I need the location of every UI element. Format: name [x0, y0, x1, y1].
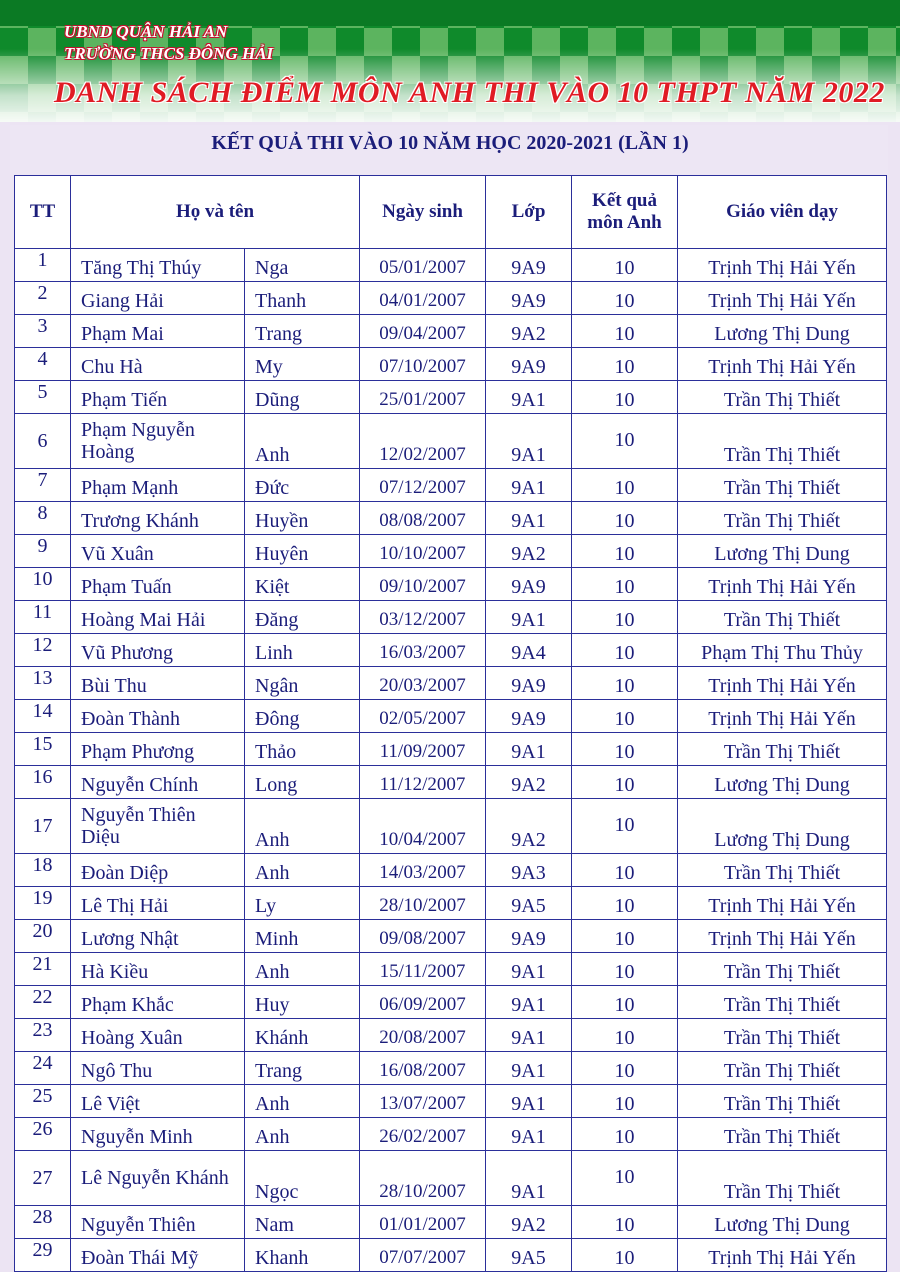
class-name: 9A9 — [486, 700, 572, 733]
class-name: 9A1 — [486, 953, 572, 986]
row-number: 3 — [15, 315, 71, 348]
english-score: 10 — [572, 1052, 678, 1085]
last-middle-name: Ngô Thu — [71, 1052, 245, 1085]
english-score: 10 — [572, 348, 678, 381]
table-row — [15, 667, 887, 700]
table-row — [15, 799, 887, 854]
first-name: Huyên — [245, 535, 360, 568]
last-middle-name: Lê Nguyễn Khánh — [71, 1151, 245, 1206]
class-name: 9A1 — [486, 1118, 572, 1151]
birth-date: 12/02/2007 — [360, 414, 486, 469]
first-name: Anh — [245, 414, 360, 469]
page-title: DANH SÁCH ĐIỂM MÔN ANH THI VÀO 10 THPT NĂM 2022 — [54, 76, 885, 109]
birth-date: 05/01/2007 — [360, 249, 486, 282]
table-row — [15, 634, 887, 667]
row-number: 15 — [15, 733, 71, 766]
teacher-name: Trần Thị Thiết — [678, 1085, 887, 1118]
table-row — [15, 733, 887, 766]
english-score: 10 — [572, 381, 678, 414]
class-name: 9A9 — [486, 249, 572, 282]
class-name: 9A1 — [486, 733, 572, 766]
birth-date: 13/07/2007 — [360, 1085, 486, 1118]
teacher-name: Trần Thị Thiết — [678, 1151, 887, 1206]
row-number: 2 — [15, 282, 71, 315]
teacher-name: Trịnh Thị Hải Yến — [678, 700, 887, 733]
teacher-name: Trần Thị Thiết — [678, 502, 887, 535]
english-score: 10 — [572, 887, 678, 920]
class-name: 9A2 — [486, 535, 572, 568]
english-score: 10 — [572, 282, 678, 315]
teacher-name: Trần Thị Thiết — [678, 986, 887, 1019]
class-name: 9A5 — [486, 1239, 572, 1272]
english-score: 10 — [572, 953, 678, 986]
teacher-name: Lương Thị Dung — [678, 766, 887, 799]
header-class: Lớp — [486, 176, 572, 249]
last-middle-name: Hoàng Mai Hải — [71, 601, 245, 634]
table-row — [15, 854, 887, 887]
birth-date: 15/11/2007 — [360, 953, 486, 986]
row-number: 13 — [15, 667, 71, 700]
row-number: 20 — [15, 920, 71, 953]
table-row — [15, 920, 887, 953]
english-score: 10 — [572, 700, 678, 733]
english-score: 10 — [572, 469, 678, 502]
first-name: Nam — [245, 1206, 360, 1239]
birth-date: 09/08/2007 — [360, 920, 486, 953]
table-row — [15, 601, 887, 634]
birth-date: 14/03/2007 — [360, 854, 486, 887]
teacher-name: Trịnh Thị Hải Yến — [678, 920, 887, 953]
first-name: Khánh — [245, 1019, 360, 1052]
row-number: 25 — [15, 1085, 71, 1118]
table-row — [15, 315, 887, 348]
birth-date: 28/10/2007 — [360, 887, 486, 920]
table-header-row — [15, 176, 887, 249]
table-row — [15, 1151, 887, 1206]
first-name: Anh — [245, 854, 360, 887]
birth-date: 03/12/2007 — [360, 601, 486, 634]
last-middle-name: Lê Thị Hải — [71, 887, 245, 920]
table-row — [15, 348, 887, 381]
english-score: 10 — [572, 535, 678, 568]
class-name: 9A2 — [486, 799, 572, 854]
english-score: 10 — [572, 1118, 678, 1151]
header-dob: Ngày sinh — [360, 176, 486, 249]
first-name: Long — [245, 766, 360, 799]
english-score: 10 — [572, 315, 678, 348]
table-row — [15, 700, 887, 733]
first-name: Ly — [245, 887, 360, 920]
last-middle-name: Chu Hà — [71, 348, 245, 381]
teacher-name: Trịnh Thị Hải Yến — [678, 282, 887, 315]
row-number: 14 — [15, 700, 71, 733]
row-number: 28 — [15, 1206, 71, 1239]
teacher-name: Trần Thị Thiết — [678, 953, 887, 986]
class-name: 9A3 — [486, 854, 572, 887]
row-number: 8 — [15, 502, 71, 535]
table-row — [15, 1239, 887, 1272]
first-name: Ngân — [245, 667, 360, 700]
row-number: 17 — [15, 799, 71, 854]
english-score: 10 — [572, 1239, 678, 1272]
teacher-name: Trần Thị Thiết — [678, 1019, 887, 1052]
teacher-name: Trần Thị Thiết — [678, 381, 887, 414]
class-name: 9A9 — [486, 348, 572, 381]
teacher-name: Lương Thị Dung — [678, 799, 887, 854]
table-row — [15, 887, 887, 920]
class-name: 9A1 — [486, 1085, 572, 1118]
district-name: UBND QUẬN HẢI AN — [64, 22, 228, 41]
last-middle-name: Phạm Tiến — [71, 381, 245, 414]
table-row — [15, 953, 887, 986]
english-score: 10 — [572, 854, 678, 887]
birth-date: 07/07/2007 — [360, 1239, 486, 1272]
header-banner — [0, 0, 900, 122]
row-number: 23 — [15, 1019, 71, 1052]
last-middle-name: Tăng Thị Thúy — [71, 249, 245, 282]
english-score: 10 — [572, 733, 678, 766]
last-middle-name: Phạm Phương — [71, 733, 245, 766]
english-score: 10 — [572, 502, 678, 535]
birth-date: 25/01/2007 — [360, 381, 486, 414]
table-row — [15, 249, 887, 282]
english-score: 10 — [572, 667, 678, 700]
teacher-name: Trịnh Thị Hải Yến — [678, 568, 887, 601]
row-number: 5 — [15, 381, 71, 414]
class-name: 9A2 — [486, 315, 572, 348]
first-name: Minh — [245, 920, 360, 953]
class-name: 9A9 — [486, 282, 572, 315]
table-row — [15, 1052, 887, 1085]
birth-date: 07/10/2007 — [360, 348, 486, 381]
english-score: 10 — [572, 1085, 678, 1118]
row-number: 19 — [15, 887, 71, 920]
teacher-name: Lương Thị Dung — [678, 315, 887, 348]
row-number: 18 — [15, 854, 71, 887]
class-name: 9A1 — [486, 414, 572, 469]
table-row — [15, 1019, 887, 1052]
header-score — [572, 176, 678, 249]
table-row — [15, 986, 887, 1019]
teacher-name: Lương Thị Dung — [678, 1206, 887, 1239]
class-name: 9A9 — [486, 667, 572, 700]
table-row — [15, 1085, 887, 1118]
table-row — [15, 1118, 887, 1151]
last-middle-name: Đoàn Thành — [71, 700, 245, 733]
header-teacher: Giáo viên dạy — [678, 176, 887, 249]
last-middle-name: Vũ Phương — [71, 634, 245, 667]
header-name: Họ và tên — [71, 176, 360, 249]
english-score: 10 — [572, 634, 678, 667]
last-middle-name: Đoàn Diệp — [71, 854, 245, 887]
row-number: 11 — [15, 601, 71, 634]
row-number: 22 — [15, 986, 71, 1019]
first-name: Khanh — [245, 1239, 360, 1272]
first-name: Thảo — [245, 733, 360, 766]
birth-date: 01/01/2007 — [360, 1206, 486, 1239]
class-name: 9A9 — [486, 568, 572, 601]
class-name: 9A1 — [486, 381, 572, 414]
table-row — [15, 535, 887, 568]
english-score: 10 — [572, 1151, 678, 1206]
row-number: 27 — [15, 1151, 71, 1206]
row-number: 1 — [15, 249, 71, 282]
english-score: 10 — [572, 249, 678, 282]
birth-date: 28/10/2007 — [360, 1151, 486, 1206]
first-name: Kiệt — [245, 568, 360, 601]
table-row — [15, 766, 887, 799]
last-middle-name: Hà Kiều — [71, 953, 245, 986]
teacher-name: Trịnh Thị Hải Yến — [678, 1239, 887, 1272]
last-middle-name: Lương Nhật — [71, 920, 245, 953]
birth-date: 11/12/2007 — [360, 766, 486, 799]
class-name: 9A1 — [486, 502, 572, 535]
class-name: 9A1 — [486, 601, 572, 634]
last-middle-name: Nguyễn Chính — [71, 766, 245, 799]
row-number: 7 — [15, 469, 71, 502]
row-number: 24 — [15, 1052, 71, 1085]
last-middle-name: Nguyễn Minh — [71, 1118, 245, 1151]
class-name: 9A1 — [486, 986, 572, 1019]
table-row — [15, 1206, 887, 1239]
english-score: 10 — [572, 568, 678, 601]
class-name: 9A4 — [486, 634, 572, 667]
english-score: 10 — [572, 1206, 678, 1239]
header-tt: TT — [15, 176, 71, 249]
birth-date: 06/09/2007 — [360, 986, 486, 1019]
table-row — [15, 414, 887, 469]
header-score-line2: môn Anh — [587, 212, 662, 233]
birth-date: 04/01/2007 — [360, 282, 486, 315]
first-name: Trang — [245, 315, 360, 348]
first-name: Đăng — [245, 601, 360, 634]
last-middle-name: Trương Khánh — [71, 502, 245, 535]
class-name: 9A5 — [486, 887, 572, 920]
first-name: Dũng — [245, 381, 360, 414]
results-table — [14, 175, 887, 1272]
class-name: 9A1 — [486, 1052, 572, 1085]
row-number: 12 — [15, 634, 71, 667]
row-number: 6 — [15, 414, 71, 469]
english-score: 10 — [572, 920, 678, 953]
first-name: Thanh — [245, 282, 360, 315]
row-number: 4 — [15, 348, 71, 381]
row-number: 10 — [15, 568, 71, 601]
class-name: 9A1 — [486, 1151, 572, 1206]
first-name: Huyền — [245, 502, 360, 535]
birth-date: 16/03/2007 — [360, 634, 486, 667]
first-name: Anh — [245, 1118, 360, 1151]
birth-date: 09/10/2007 — [360, 568, 486, 601]
first-name: Đông — [245, 700, 360, 733]
birth-date: 20/03/2007 — [360, 667, 486, 700]
class-name: 9A1 — [486, 1019, 572, 1052]
teacher-name: Trần Thị Thiết — [678, 414, 887, 469]
last-middle-name: Nguyễn Thiên Diệu — [71, 799, 245, 854]
last-middle-name: Đoàn Thái Mỹ — [71, 1239, 245, 1272]
birth-date: 16/08/2007 — [360, 1052, 486, 1085]
first-name: Huy — [245, 986, 360, 1019]
teacher-name: Trần Thị Thiết — [678, 469, 887, 502]
first-name: Trang — [245, 1052, 360, 1085]
last-middle-name: Phạm Khắc — [71, 986, 245, 1019]
first-name: Đức — [245, 469, 360, 502]
header-score-line1: Kết quả — [592, 190, 657, 211]
last-middle-name: Nguyễn Thiên — [71, 1206, 245, 1239]
birth-date: 10/10/2007 — [360, 535, 486, 568]
first-name: Nga — [245, 249, 360, 282]
row-number: 9 — [15, 535, 71, 568]
table-row — [15, 502, 887, 535]
last-middle-name: Lê Việt — [71, 1085, 245, 1118]
last-middle-name: Hoàng Xuân — [71, 1019, 245, 1052]
first-name: Ngọc — [245, 1151, 360, 1206]
birth-date: 07/12/2007 — [360, 469, 486, 502]
teacher-name: Trần Thị Thiết — [678, 1118, 887, 1151]
birth-date: 09/04/2007 — [360, 315, 486, 348]
birth-date: 11/09/2007 — [360, 733, 486, 766]
last-middle-name: Phạm Mai — [71, 315, 245, 348]
table-row — [15, 568, 887, 601]
last-middle-name: Vũ Xuân — [71, 535, 245, 568]
birth-date: 10/04/2007 — [360, 799, 486, 854]
birth-date: 08/08/2007 — [360, 502, 486, 535]
teacher-name: Trần Thị Thiết — [678, 1052, 887, 1085]
first-name: Anh — [245, 953, 360, 986]
school-name: TRƯỜNG THCS ĐÔNG HẢI — [64, 44, 274, 63]
row-number: 26 — [15, 1118, 71, 1151]
row-number: 21 — [15, 953, 71, 986]
birth-date: 02/05/2007 — [360, 700, 486, 733]
last-middle-name: Phạm Nguyễn Hoàng — [71, 414, 245, 469]
class-name: 9A2 — [486, 766, 572, 799]
teacher-name: Lương Thị Dung — [678, 535, 887, 568]
teacher-name: Trịnh Thị Hải Yến — [678, 887, 887, 920]
first-name: Anh — [245, 799, 360, 854]
first-name: Anh — [245, 1085, 360, 1118]
class-name: 9A9 — [486, 920, 572, 953]
table-row — [15, 381, 887, 414]
english-score: 10 — [572, 766, 678, 799]
class-name: 9A1 — [486, 469, 572, 502]
english-score: 10 — [572, 986, 678, 1019]
birth-date: 20/08/2007 — [360, 1019, 486, 1052]
table-row — [15, 282, 887, 315]
last-middle-name: Phạm Mạnh — [71, 469, 245, 502]
teacher-name: Trịnh Thị Hải Yến — [678, 348, 887, 381]
results-subtitle: KẾT QUẢ THI VÀO 10 NĂM HỌC 2020-2021 (LẦN 1) — [211, 132, 689, 154]
english-score: 10 — [572, 799, 678, 854]
first-name: My — [245, 348, 360, 381]
teacher-name: Trần Thị Thiết — [678, 601, 887, 634]
birth-date: 26/02/2007 — [360, 1118, 486, 1151]
class-name: 9A2 — [486, 1206, 572, 1239]
teacher-name: Trịnh Thị Hải Yến — [678, 249, 887, 282]
teacher-name: Phạm Thị Thu Thủy — [678, 634, 887, 667]
teacher-name: Trịnh Thị Hải Yến — [678, 667, 887, 700]
last-middle-name: Giang Hải — [71, 282, 245, 315]
english-score: 10 — [572, 414, 678, 469]
english-score: 10 — [572, 601, 678, 634]
teacher-name: Trần Thị Thiết — [678, 733, 887, 766]
row-number: 16 — [15, 766, 71, 799]
teacher-name: Trần Thị Thiết — [678, 854, 887, 887]
last-middle-name: Bùi Thu — [71, 667, 245, 700]
last-middle-name: Phạm Tuấn — [71, 568, 245, 601]
english-score: 10 — [572, 1019, 678, 1052]
table-row — [15, 469, 887, 502]
first-name: Linh — [245, 634, 360, 667]
row-number: 29 — [15, 1239, 71, 1272]
